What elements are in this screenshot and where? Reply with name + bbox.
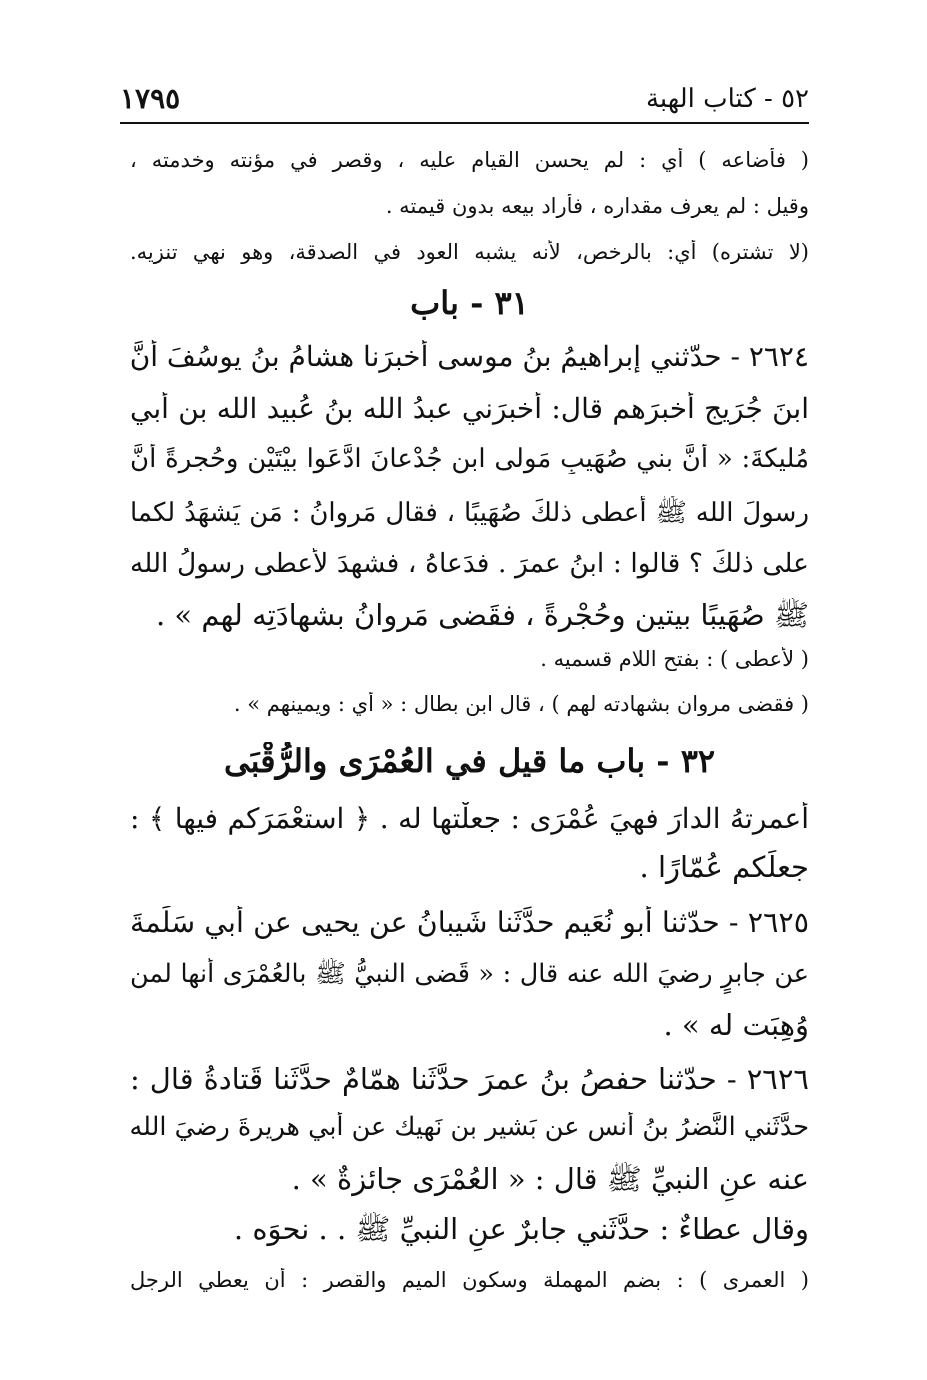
body-line: جعلَكم عُمّارًا . xyxy=(639,850,809,884)
hadith-line: عن جابرٍ رضيَ الله عنه قال : « قَضى النبيُّ ﷺ بالعُمْرَى أنها لمن xyxy=(130,959,809,989)
chapter-heading-31: ٣١ - باب xyxy=(410,284,529,322)
commentary-line: ( العمرى ) : بضم المهملة وسكون الميم والقصر : أن يعطي الرجل xyxy=(130,1268,809,1292)
commentary-line: ( فقضى مروان بشهادته لهم ) ، قال ابن بطال : « أي : ويمينهم » . xyxy=(233,692,809,716)
hadith-line: على ذلكَ ؟ قالوا : ابنُ عمرَ . فدَعاهُ ، فشهدَ لأَعطى رسولُ الله xyxy=(130,548,809,579)
hadith-line: مُليكةَ: « أنَّ بني صُهَيبٍ مَولى ابن جُدْعانَ ادَّعَوا بيْتَيْنِ وحُجرةً أَنَّ xyxy=(130,444,809,474)
commentary-line: (لا تشتره) أي: بالرخص، لأنه يشبه العود في الصدقة، وهو نهي تنزيه. xyxy=(130,240,809,264)
commentary-line: ( لأعطى ) : بفتح اللام قسميه . xyxy=(540,647,809,671)
hadith-line: حدَّثَني النَّضرُ بنُ أنسٍ عن بَشير بن نَهيك عن أبي هريرةَ رضيَ الله xyxy=(130,1112,809,1142)
hadith-line: ٢٦٢٥ - حدّثنا أبو نُعَيمٍ حدَّثَنا شَيبانُ عن يحيى عن أبي سَلَمةَ xyxy=(130,906,809,939)
page-header xyxy=(120,82,809,124)
hadith-line: ابنَ جُرَيجٍ أخبرَهم قال: أخبرَني عبدُ الله بنُ عُبيد الله بن أبي xyxy=(130,392,809,425)
hadith-line: وُهِبَت له » . xyxy=(663,1008,809,1042)
hadith-line: رسولَ الله ﷺ أعطى ذلكَ صُهَيبًا ، فقال مَروانُ : مَن يَشهَدُ لكما xyxy=(130,498,809,528)
hadith-line: ٢٦٢٤ - حدّثني إبراهيمُ بنُ موسى أخبرَنا هشامُ بنُ يوسُفَ أَنَّ xyxy=(130,340,809,373)
commentary-line: ( فأضاعه ) أي : لم يحسن القيام عليه ، وقصر في مؤنته وخدمته ، xyxy=(130,148,809,172)
chapter-title: ٥٢ - كتاب الهبة xyxy=(645,84,809,114)
hadith-line: ﷺ صُهَيبًا بيتين وحُجْرةً ، فقَضى مَروانُ بشهادَتِه لهم » . xyxy=(155,598,809,632)
hadith-line: وقال عطاءٌ : حدَّثَني جابرٌ عنِ النبيِّ ﷺ . . نحوَه . xyxy=(233,1212,809,1246)
page-number: ١٧٩٥ xyxy=(120,82,181,115)
commentary-line: وقيل : لم يعرف مقداره ، فأراد بيعه بدون قيمته . xyxy=(385,194,809,218)
hadith-line: ٢٦٢٦ - حدّثنا حفصُ بنُ عمرَ حدَّثَنا همّامٌ حدَّثَنا قَتادةُ قال : xyxy=(130,1062,809,1096)
chapter-heading-32: ٣٢ - باب ما قيل في العُمْرَى والرُّقْبَى xyxy=(223,742,716,780)
body-line: أعمرتهُ الدارَ فهيَ عُمْرَى : جعلْتها له . ﴿ استعْمَرَكم فيها ﴾ : xyxy=(130,802,809,835)
hadith-line: عنه عنِ النبيِّ ﷺ قال : « العُمْرَى جائزةٌ » . xyxy=(291,1162,809,1196)
